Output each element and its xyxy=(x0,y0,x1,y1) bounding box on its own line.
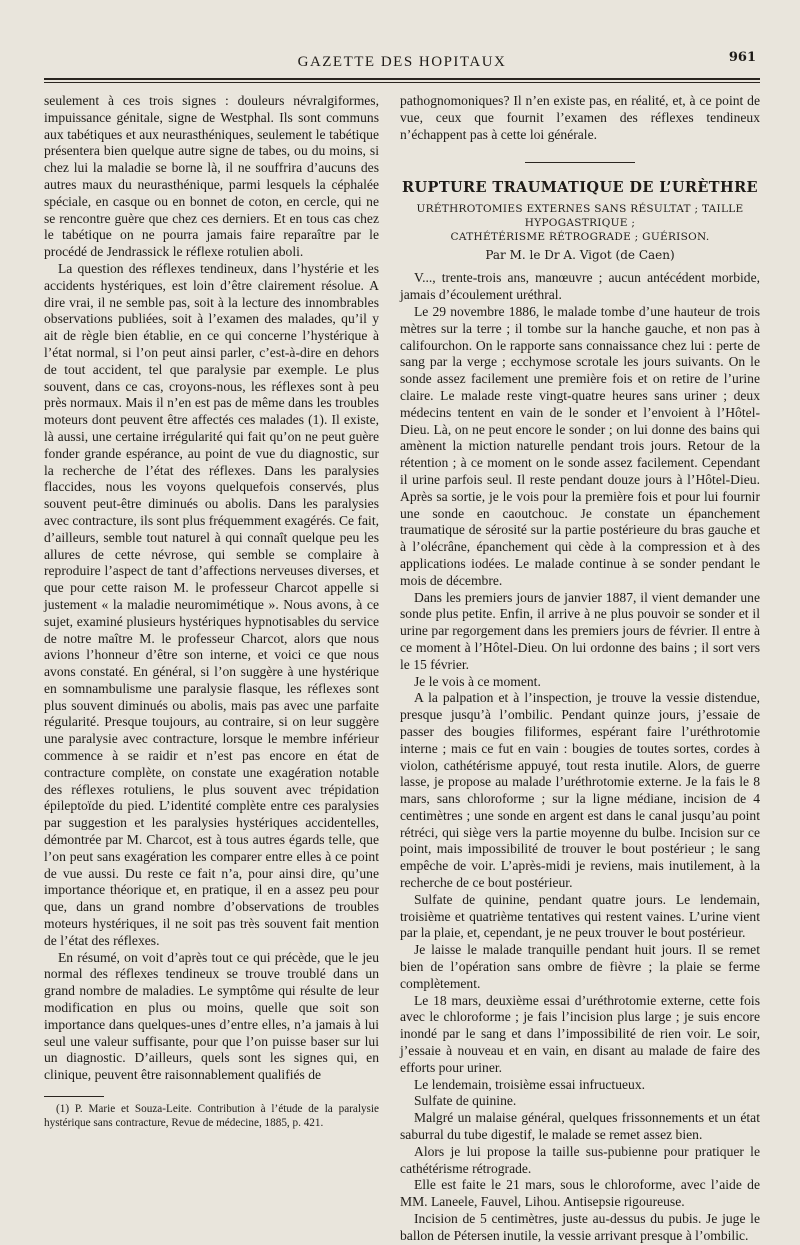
paragraph: En résumé, on voit d’après tout ce qui précède, que le jeu normal des réflexes tendineux se trouve troublé dans un grand nombre de maladies. Le symptôme qui résulte de leur modification en plus ou moins, quelle que soit son importance dans quelques-unes d’entre elles, n’a jamais à lui seul une valeur suffisante, pour que l’on puisse baser sur lui un diagnostic. D’ailleurs, quels sont les signes qui, en clinique, peuvent être raisonnablement qualifiés de xyxy=(44,949,379,1083)
paragraph: Le 18 mars, deuxième essai d’uréthrotomie externe, cette fois avec le chloroforme ; je fais l’incision plus large ; je suis encore inondé par le sang et dans l’impossibilité de rien voir. Le soir, j’essaie à nouveau et en vain, en disant au malade de faire des efforts pour uriner. xyxy=(400,992,760,1075)
paragraph: Dans les premiers jours de janvier 1887, il vient demander une sonde plus petite. Enfin, il arrive à ne plus pouvoir se sonder et il urine par regorgement dans les premiers jours de février. Il entre à ce moment à l’Hôtel-Dieu. On lui ordonne des bains ; il sort vers le 15 février. xyxy=(400,589,760,672)
paragraph: A la palpation et à l’inspection, je trouve la vessie distendue, presque jusqu’à l’ombilic. Pendant quinze jours, j’essaie de passer des bougies filiformes, espérant faire l’uréthrotomie interne ; mais ce fut en vain : bougies de toutes sortes, cordes à violon, cathétérisme appuyé, tout resta inutile. Alors, de guerre lasse, je propose au malade l’uréthrotomie externe. Je la fais le 8 mars, sans chloroforme ; sur la ligne médiane, incision de 4 centimètres ; une sonde en argent est dans le canal jusqu’au point rétréci, qui siège vers la partie moyenne du bulbe. Incision sur ce point, mais impossibilité de trouver le bout postérieur ; le sang empêche de voir. L’après-midi je reviens, mais inutilement, à la recherche de ce bout postérieur. xyxy=(400,690,760,891)
paragraph: seulement à ces trois signes : douleurs névralgiformes, impuissance génitale, signe de Westphal. Ils sont communs aux tabétiques et aux neurasthéniques, seulement le tabétique présentera bien quelque autre signe de tabes, ou du moins, si chez lui la maladie se borne là, il ne souffrira d’aucuns des autres maux du neurasthénique, parmi lesquels la céphalée spéciale, en casque ou en bonnet de coton, en cercle, qui ne se rencontre guère que chez ces derniers. Et en tous cas chez le tabétique on ne pourra jamais faire reparaître par le procédé de Jendrassick le réflexe rotulien aboli. xyxy=(44,93,379,260)
paragraph: Sulfate de quinine. xyxy=(414,1093,517,1109)
article-subtitle: URÉTHROTOMIES EXTERNES SANS RÉSULTAT ; TAILLE HYPOGASTRIQUE ; xyxy=(416,203,744,230)
paragraph: La question des réflexes tendineux, dans l’hystérie et les accidents hystériques, est loin d’être clairement résolue. A dire vrai, il ne semble pas, soit à la lecture des innombrables observations publiées, soit à l’examen des malades, qu’il y ait de règle bien établie, en ce qui concerne l’hystérique à l’état normal, si l’on peut ainsi parler, c’est-à-dire en dehors de tout accident, tel que paralysie par exemple. Le plus souvent, dans ce cas, croyons-nous, les réflexes sont à peu près normaux. Mais il n’en est pas de même dans les troubles moteurs dont peuvent être affectés ces malades (1). Il existe, là aussi, une certaine irrégularité qui fait qu’on ne peut guère fonder grande espérance, au point de vue du diagnostic, sur la recherche de l’état des réflexes. Dans les paralysies flaccides, nous les voyons quelquefois conservés, plus souvent peut-être diminués ou abolis. Dans les paralysies avec contracture, ils sont plus fréquemment exagérés. Ce fait, d’ailleurs, semble tout naturel à qui connaît quelque peu les allures de cette névrose, qui semble se complaire à reproduire l’aspect de tant d’affections nerveuses diverses, et que pour cette raison M. le professeur Charcot appelle si justement « la maladie neuromimétique ». Nous avons, à ce sujet, examiné plusieurs hystériques hypnotisables du service de notre maître M. le professeur Charcot, alors que nous avions l’honneur d’être son interne, et voici ce que nous avons constaté. En général, si l’on suggère à une hystérique en somnambulisme une paralysie flasque, les réflexes sont plus souvent diminués ou abolis, mais pas avec une parfaite régularité. Presque toujours, au contraire, si on leur suggère une paralysie avec contracture, lorsque le membre inférieur commence à se raidir et n’est pas encore en état de contracture complète, on constate une exagération notable des réflexes rotuliens, le plus souvent avec trépidation épileptoïde du pied. L’identité complète entre ces paralysies par suggestion et les paralysies hystériques accidentelles, démontrée par M. Charcot, est à tous autres égards telle, que l’on peut sans exagération les comparer entre elles à ce point de vue aussi. Du reste ce fait n’a, pour ainsi dire, qu’une importance théorique et, en pratique, il en a assez peu pour que, dans un grand nombre d’observations de troubles moteurs hystériques, il ne soit pas très souvent fait mention de l’état des réflexes. xyxy=(44,260,379,948)
paragraph: Malgré un malaise général, quelques frissonnements et un état saburral du tube digestif, le malade se remet assez bien. xyxy=(400,1110,760,1143)
article-subtitle: CATHÉTÉRISME RÉTROGRADE ; GUÉRISON. xyxy=(450,231,710,244)
paragraph: V..., trente-trois ans, manœuvre ; aucun antécédent morbide, jamais d’écoulement uréthral. xyxy=(400,270,760,303)
header-rule xyxy=(44,78,760,83)
paragraph: Incision de 5 centimètres, juste au-dessus du pubis. Je juge le ballon de Pétersen inutile, la vessie arrivant presque à l’ombilic. xyxy=(400,1211,760,1243)
right-column xyxy=(400,93,760,1245)
footnote: (1) P. Marie et Souza-Leite. Contribution à l’étude de la paralysie hystérique sans contracture, Revue de médecine, 1885, p. 421. xyxy=(44,1103,379,1129)
paragraph: Le lendemain, troisième essai infructueux. xyxy=(414,1076,646,1092)
paragraph: Je laisse le malade tranquille pendant huit jours. Il se remet bien de l’opération sans ombre de fièvre ; la plaie se ferme complètement. xyxy=(400,942,760,991)
paragraph: Je le vois à ce moment. xyxy=(414,673,541,689)
left-column xyxy=(44,93,379,1245)
article-title: RUPTURE TRAUMATIQUE DE L’URÈTHRE xyxy=(402,179,758,197)
section-separator xyxy=(400,155,760,169)
running-head xyxy=(44,40,760,70)
text-columns xyxy=(44,93,760,1245)
paragraph: Le 29 novembre 1886, le malade tombe d’une hauteur de trois mètres sur la terre ; il tombe sur la hanche gauche, et non pas à califourchon. On le rapporte sans connaissance chez lui : perte de sang par la verge ; ecchymose scrotale les jours suivants. On le sonde assez facilement une première fois et on retire de l’urine claire. Le malade reste vingt-quatre heures sans uriner ; deux médecins tentent en vain de le sonder et l’envoient à l’Hôtel-Dieu. Là, on ne peut encore le sonder ; on lui donne des bains qui amènent la miction naturelle pendant trois jours. Retour de la rétention ; à ce moment on le sonde assez facilement. Cependant il urine parfois seul. Il reste pendant douze jours à l’Hôtel-Dieu. Après sa sortie, je le vois pour la première fois et pour lui fournir une sonde en caoutchouc. Je constate un épanchement traumatique de sérosité sur la partie postérieure du bras gauche et à l’olécrâne, épanchement qui cède à la compression et à des applications iodées. Le malade continue à se sonder pendant le mois de décembre. xyxy=(400,303,760,588)
footnote-rule xyxy=(44,1096,104,1097)
paragraph: Elle est faite le 21 mars, sous le chloroforme, avec l’aide de MM. Laneele, Fauvel, Lihou. Antisepsie rigoureuse. xyxy=(400,1177,760,1210)
article-author: Par M. le Dr A. Vigot (de Caen) xyxy=(485,248,675,263)
page-number: 961 xyxy=(728,50,756,65)
paragraph: pathognomoniques? Il n’en existe pas, en réalité, et, à ce point de vue, ceux que fournit l’examen des réflexes tendineux n’échappent pas à cette loi générale. xyxy=(400,93,760,142)
paragraph: Sulfate de quinine, pendant quatre jours. Le lendemain, troisième et quatrième tentatives qui restent vaines. L’urine vient par la plaie, et, cependant, je ne peux trouver le bout postérieur. xyxy=(400,891,760,941)
journal-title: GAZETTE DES HOPITAUX xyxy=(297,54,507,70)
paragraph: Alors je lui propose la taille sus-pubienne pour pratiquer le cathétérisme rétrograde. xyxy=(400,1143,760,1176)
